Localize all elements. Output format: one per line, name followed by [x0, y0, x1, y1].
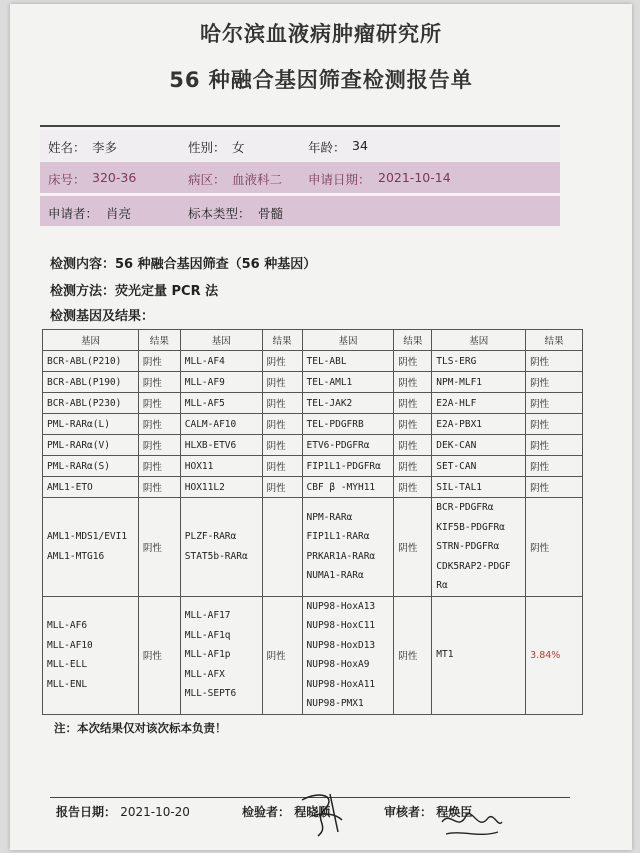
gene-name: TLS-ERG — [436, 355, 477, 367]
gene-name: NUP98-HoxA11 — [306, 678, 376, 690]
result-cell — [394, 498, 432, 597]
result-cell — [394, 596, 432, 714]
table-row — [43, 414, 583, 435]
gene-cell — [302, 456, 394, 477]
table-row — [43, 372, 583, 393]
gene-cell — [180, 414, 262, 435]
gene-cell — [180, 435, 262, 456]
result-value: 阴性 — [398, 399, 418, 410]
result-cell — [262, 435, 302, 456]
gene-name: HLXB-ETV6 — [184, 439, 237, 451]
result-cell — [526, 498, 583, 597]
table-row — [43, 498, 583, 597]
result-value: 阴性 — [142, 651, 162, 662]
result-cell — [526, 596, 583, 714]
gene-name: STAT5b-RARα — [184, 550, 248, 562]
result-value: 阴性 — [530, 441, 550, 452]
gene-name: NPM-MLF1 — [436, 376, 483, 388]
gene-name: SIL-TAL1 — [436, 481, 483, 493]
reviewer-signature — [436, 802, 506, 844]
column-header: 结果 — [138, 330, 180, 351]
column-header: 结果 — [394, 330, 432, 351]
gene-cell — [180, 456, 262, 477]
result-value: 阴性 — [266, 399, 286, 410]
gene-name: MLL-AFX — [184, 668, 225, 680]
gene-name: MLL-AF10 — [47, 639, 93, 651]
result-cell — [138, 372, 180, 393]
header-divider — [40, 125, 560, 127]
gene-cell — [302, 435, 394, 456]
result-value: 阴性 — [530, 399, 550, 410]
gene-cell — [180, 351, 262, 372]
gene-name: STRN-PDGFRα — [436, 541, 500, 552]
result-cell — [138, 498, 180, 597]
gene-name: BCR-ABL(P210) — [47, 355, 122, 367]
gene-cell — [432, 435, 526, 456]
gene-name: MLL-SEPT6 — [184, 688, 237, 700]
gene-cell — [180, 372, 262, 393]
gene-cell — [302, 498, 394, 597]
tester-name: 程晓顺 — [294, 805, 331, 819]
gene-cell — [302, 393, 394, 414]
gene-name: NUP98-HoxA13 — [306, 600, 376, 612]
result-value: 阴性 — [142, 378, 162, 389]
gene-cell — [432, 456, 526, 477]
gene-cell — [432, 393, 526, 414]
gene-cell — [180, 393, 262, 414]
reviewer-label: 审核者： — [384, 805, 433, 819]
result-cell — [394, 393, 432, 414]
gene-name: TEL-ABL — [306, 355, 347, 367]
gene-name: SET-CAN — [436, 460, 477, 472]
gene-cell — [432, 414, 526, 435]
result-cell — [262, 393, 302, 414]
result-value: 阴性 — [530, 357, 550, 368]
disclaimer-note: 注：本次结果仅对该次标本负责！ — [54, 721, 227, 735]
patient-name: 李多 — [92, 140, 118, 155]
column-header: 结果 — [526, 330, 583, 351]
gene-cell — [302, 596, 394, 714]
bed-label: 床号： — [48, 172, 86, 187]
reviewer-name: 程焕臣 — [436, 805, 473, 819]
patient-row-3 — [40, 196, 560, 226]
gene-name: AML1-ETO — [47, 481, 93, 493]
table-row — [43, 596, 583, 714]
name-label: 姓名： — [48, 140, 86, 155]
gene-name: NPM-RARα — [306, 511, 353, 523]
gene-name: CALM-AF10 — [184, 418, 237, 430]
gene-name: TEL-JAK2 — [306, 397, 353, 409]
gene-cell — [302, 351, 394, 372]
column-header: 基因 — [302, 330, 394, 351]
gene-cell — [43, 372, 139, 393]
result-value: 阴性 — [530, 420, 550, 431]
patient-row-2 — [40, 162, 560, 193]
gene-name: BCR-PDGFRα — [436, 502, 494, 513]
table-row — [43, 351, 583, 372]
tester-label: 检验者： — [242, 805, 291, 819]
result-cell — [262, 456, 302, 477]
result-value: 阴性 — [266, 483, 286, 494]
result-cell — [138, 435, 180, 456]
report-date — [56, 803, 190, 820]
gene-name: MLL-ENL — [47, 678, 88, 690]
result-cell — [262, 372, 302, 393]
gene-name: NUP98-PMX1 — [306, 698, 364, 709]
result-value: 阴性 — [266, 420, 286, 431]
result-value: 阴性 — [530, 542, 550, 554]
result-value: 阴性 — [398, 378, 418, 389]
gene-cell — [43, 477, 139, 498]
result-cell — [526, 372, 583, 393]
gene-name: NUP98-HoxD13 — [306, 639, 376, 651]
result-cell — [394, 414, 432, 435]
gene-name: ETV6-PDGFRα — [306, 439, 370, 451]
result-value: 阴性 — [142, 441, 162, 452]
genes-title: 检测基因及结果： — [50, 309, 155, 324]
column-header: 结果 — [262, 330, 302, 351]
result-cell — [526, 435, 583, 456]
result-value: 阴性 — [530, 378, 550, 389]
result-cell — [526, 351, 583, 372]
gene-name: Rα — [436, 580, 448, 591]
gene-name: TEL-PDGFRB — [306, 418, 364, 430]
table-row — [43, 435, 583, 456]
result-cell — [138, 596, 180, 714]
institute-title: 哈尔滨血液病肿瘤研究所 — [200, 22, 442, 46]
result-cell — [138, 456, 180, 477]
result-cell — [262, 596, 302, 714]
result-value: 阴性 — [398, 462, 418, 473]
gene-cell — [432, 372, 526, 393]
gene-cell — [43, 393, 139, 414]
report-date-value: 2021-10-20 — [120, 805, 190, 819]
table-header-row — [43, 330, 583, 351]
gene-name: AML1-MTG16 — [47, 550, 105, 562]
gene-name: PML-RARα(S) — [47, 460, 110, 472]
gene-name: KIF5B-PDGFRα — [436, 521, 505, 533]
result-value: 阴性 — [398, 483, 418, 494]
gene-name: PML-RARα(V) — [47, 439, 110, 451]
result-value: 阴性 — [398, 357, 418, 368]
gene-name: NUP98-HoxC11 — [306, 620, 376, 631]
gene-cell — [180, 498, 262, 597]
specimen-label: 标本类型： — [188, 206, 251, 221]
sex-label: 性别： — [188, 140, 226, 155]
gene-name: MLL-AF9 — [184, 376, 225, 388]
table-body — [43, 351, 583, 715]
gene-cell — [432, 596, 526, 714]
result-cell — [138, 351, 180, 372]
result-value: 阴性 — [266, 378, 286, 389]
result-cell — [394, 351, 432, 372]
patient-sex: 女 — [232, 140, 245, 155]
ward-value: 血液科二 — [232, 172, 283, 187]
result-value: 阴性 — [142, 357, 162, 368]
result-value: 阴性 — [530, 462, 550, 473]
table-row — [43, 477, 583, 498]
age-label: 年龄： — [308, 140, 346, 155]
gene-name: CDK5RAP2-PDGF — [436, 560, 511, 572]
result-value: 阴性 — [266, 357, 286, 368]
gene-name: MLL-AF4 — [184, 355, 225, 367]
gene-cell — [43, 414, 139, 435]
result-value: 阴性 — [398, 420, 418, 431]
gene-name: MLL-AF1q — [184, 629, 231, 641]
result-cell — [394, 435, 432, 456]
gene-name: PML-RARα(L) — [47, 418, 110, 430]
gene-cell — [180, 596, 262, 714]
gene-cell — [43, 498, 139, 597]
gene-name: MLL-AF6 — [47, 620, 88, 631]
apply-date-label: 申请日期： — [308, 172, 371, 187]
applicant-label: 申请者： — [48, 206, 99, 221]
gene-cell — [302, 414, 394, 435]
gene-name: MLL-AF17 — [184, 610, 231, 622]
gene-cell — [180, 477, 262, 498]
table-row — [43, 456, 583, 477]
result-value: 阴性 — [266, 651, 286, 662]
gene-cell — [43, 596, 139, 714]
gene-name: NUP98-HoxA9 — [306, 659, 370, 670]
result-value: 阴性 — [142, 462, 162, 473]
test-method: 检测方法：荧光定量 PCR 法 — [50, 284, 219, 299]
gene-name: HOX11L2 — [184, 481, 225, 493]
result-cell — [262, 498, 302, 597]
report-date-label: 报告日期： — [56, 805, 117, 819]
result-cell — [394, 477, 432, 498]
result-value: 3.84% — [530, 649, 561, 661]
result-cell — [138, 477, 180, 498]
result-cell — [394, 372, 432, 393]
specimen-type: 骨髓 — [258, 206, 284, 221]
result-value: 阴性 — [398, 441, 418, 452]
gene-name: BCR-ABL(P230) — [47, 397, 122, 409]
result-cell — [138, 414, 180, 435]
result-cell — [262, 351, 302, 372]
gene-name: BCR-ABL(P190) — [47, 376, 122, 388]
column-header: 基因 — [432, 330, 526, 351]
column-header: 基因 — [43, 330, 139, 351]
report-sheet — [10, 4, 632, 850]
gene-name: MT1 — [436, 649, 454, 661]
test-content: 检测内容：56 种融合基因筛查（56 种基因） — [50, 257, 317, 272]
result-value: 阴性 — [142, 542, 162, 554]
gene-name: E2A-PBX1 — [436, 418, 483, 430]
gene-cell — [302, 372, 394, 393]
gene-name: CBF β -MYH11 — [306, 481, 376, 493]
gene-name: MLL-AF1p — [184, 649, 231, 661]
result-value: 阴性 — [142, 483, 162, 494]
result-cell — [526, 456, 583, 477]
gene-name: MLL-AF5 — [184, 397, 225, 409]
gene-name: PLZF-RARα — [184, 531, 237, 543]
gene-cell — [43, 435, 139, 456]
gene-name: HOX11 — [184, 460, 214, 472]
gene-name: E2A-HLF — [436, 397, 477, 409]
gene-cell — [432, 498, 526, 597]
tester-signature — [294, 786, 354, 842]
result-value: 阴性 — [266, 462, 286, 473]
result-value: 阴性 — [142, 420, 162, 431]
gene-cell — [43, 351, 139, 372]
result-cell — [394, 456, 432, 477]
result-value: 阴性 — [398, 542, 418, 554]
gene-name: DEK-CAN — [436, 439, 477, 451]
gene-cell — [432, 477, 526, 498]
result-value: 阴性 — [530, 483, 550, 494]
ward-label: 病区： — [188, 172, 226, 187]
gene-name: MLL-ELL — [47, 659, 88, 670]
patient-row-1 — [40, 130, 560, 161]
gene-name: NUMA1-RARα — [306, 570, 364, 582]
result-value: 阴性 — [142, 399, 162, 410]
result-cell — [262, 477, 302, 498]
gene-name: FIP1L1-PDGFRα — [306, 460, 381, 472]
gene-cell — [302, 477, 394, 498]
result-cell — [526, 393, 583, 414]
apply-date: 2021-10-14 — [378, 170, 451, 185]
result-value: 阴性 — [398, 651, 418, 662]
gene-name: FIP1L1-RARα — [306, 531, 370, 543]
results-table — [42, 329, 583, 715]
report-title: 56 种融合基因筛查检测报告单 — [169, 68, 473, 92]
result-cell — [526, 414, 583, 435]
result-cell — [262, 414, 302, 435]
gene-cell — [432, 351, 526, 372]
bed-number: 320-36 — [92, 170, 137, 185]
gene-name: TEL-AML1 — [306, 376, 353, 388]
table-row — [43, 393, 583, 414]
result-value: 阴性 — [266, 441, 286, 452]
gene-cell — [43, 456, 139, 477]
result-cell — [526, 477, 583, 498]
gene-name: PRKAR1A-RARα — [306, 550, 376, 562]
patient-age: 34 — [352, 138, 368, 153]
applicant-name: 肖亮 — [106, 206, 132, 221]
result-cell — [138, 393, 180, 414]
gene-name: AML1-MDS1/EVI1 — [47, 531, 128, 543]
column-header: 基因 — [180, 330, 262, 351]
